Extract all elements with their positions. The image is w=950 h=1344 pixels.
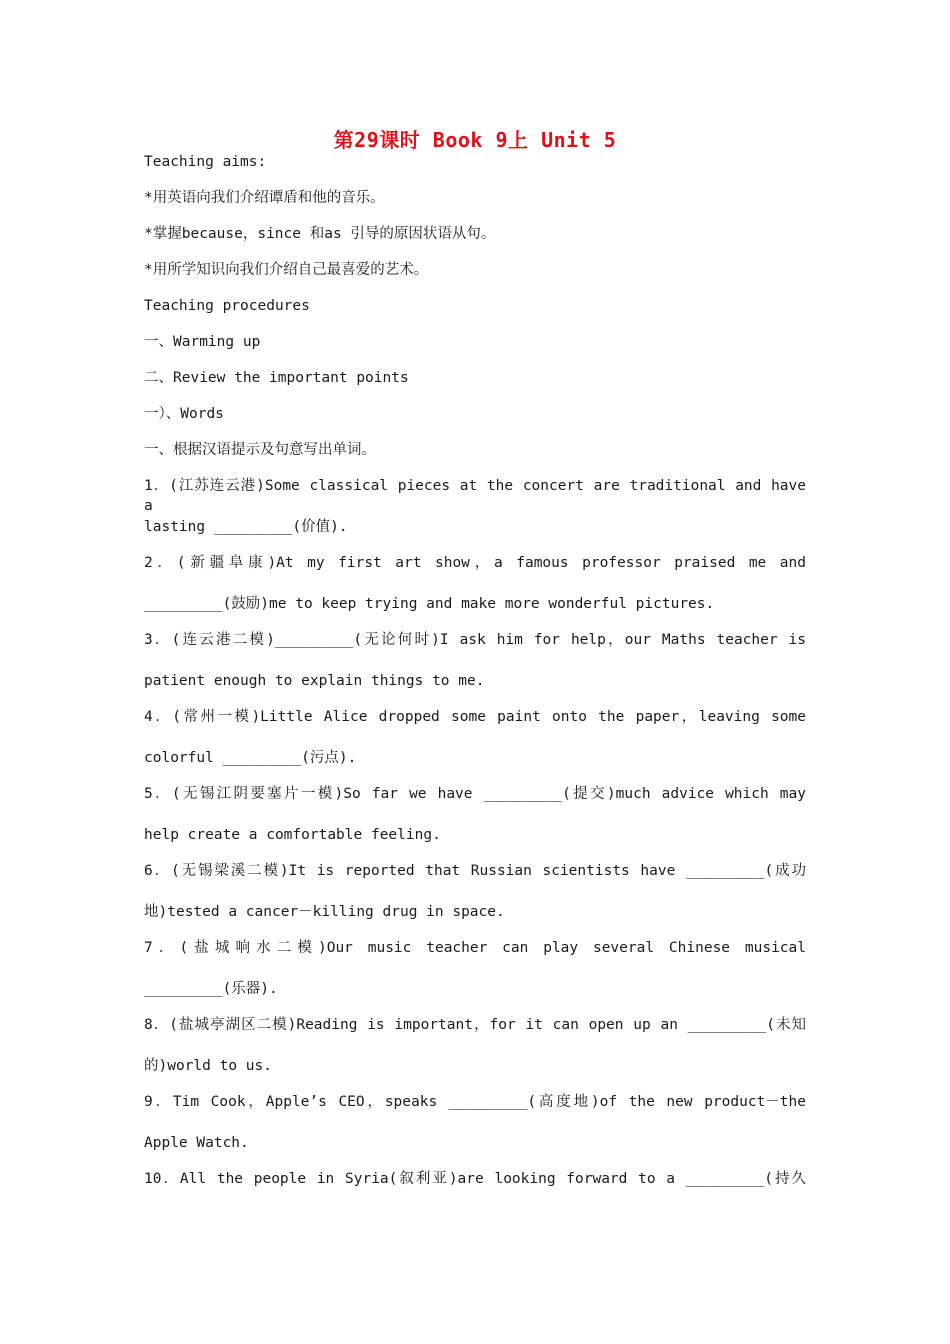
question-5-line-2: help create a comfortable feeling. bbox=[144, 827, 441, 843]
question-2-line-1: 2．(新疆阜康)At my first art show，a famous professor praised me and bbox=[144, 555, 806, 571]
question-9-line-1: 9．Tim Cook，Apple’s CEO，speaks _________(高度地)of the new product－the bbox=[144, 1094, 806, 1110]
question-3-line-2: patient enough to explain things to me. bbox=[144, 673, 485, 689]
question-7-line-1: 7．(盐城响水二模)Our music teacher can play several Chinese musical bbox=[144, 940, 806, 956]
question-7-line-2: _________(乐器). bbox=[144, 981, 278, 997]
question-8-line-1: 8．(盐城亭湖区二模)Reading is important，for it can open up an _________(未知 bbox=[144, 1017, 806, 1033]
question-4-line-1: 4．(常州一模)Little Alice dropped some paint onto the paper，leaving some bbox=[144, 709, 806, 725]
aim-3: *用所学知识向我们介绍自己最喜爱的艺术。 bbox=[144, 262, 429, 278]
question-10-line-1: 10．All the people in Syria(叙利亚)are looking forward to a _________(持久 bbox=[144, 1171, 806, 1187]
page-title: 第29课时 Book 9上 Unit 5 bbox=[333, 128, 617, 152]
subsection-words: 一）、Words bbox=[144, 406, 224, 422]
question-1-line-2: lasting _________(价值). bbox=[144, 519, 348, 535]
exercise-instruction: 一、根据汉语提示及句意写出单词。 bbox=[144, 442, 376, 458]
question-9-line-2: Apple Watch. bbox=[144, 1135, 249, 1151]
aim-1: *用英语向我们介绍谭盾和他的音乐。 bbox=[144, 190, 385, 206]
teaching-procedures-heading: Teaching procedures bbox=[144, 298, 310, 314]
teaching-aims-heading: Teaching aims: bbox=[144, 154, 267, 170]
section-warming-up: 一、Warming up bbox=[144, 334, 261, 350]
question-6-line-1: 6．(无锡梁溪二模)It is reported that Russian scientists have _________(成功 bbox=[144, 863, 806, 879]
question-6-line-2: 地)tested a cancer－killing drug in space. bbox=[144, 904, 505, 920]
question-5-line-1: 5．(无锡江阴要塞片一模)So far we have _________(提交)much advice which may bbox=[144, 786, 806, 802]
question-1-line-1: 1．(江苏连云港)Some classical pieces at the concert are traditional and have a bbox=[144, 478, 806, 514]
question-2-line-2: _________(鼓励)me to keep trying and make more wonderful pictures. bbox=[144, 596, 715, 612]
section-review: 二、Review the important points bbox=[144, 370, 409, 386]
question-4-line-2: colorful _________(污点). bbox=[144, 750, 357, 766]
question-8-line-2: 的)world to us. bbox=[144, 1058, 272, 1074]
aim-2: *掌握because，since 和as 引导的原因状语从句。 bbox=[144, 226, 496, 242]
question-3-line-1: 3．(连云港二模)_________(无论何时)I ask him for help，our Maths teacher is bbox=[144, 632, 806, 648]
